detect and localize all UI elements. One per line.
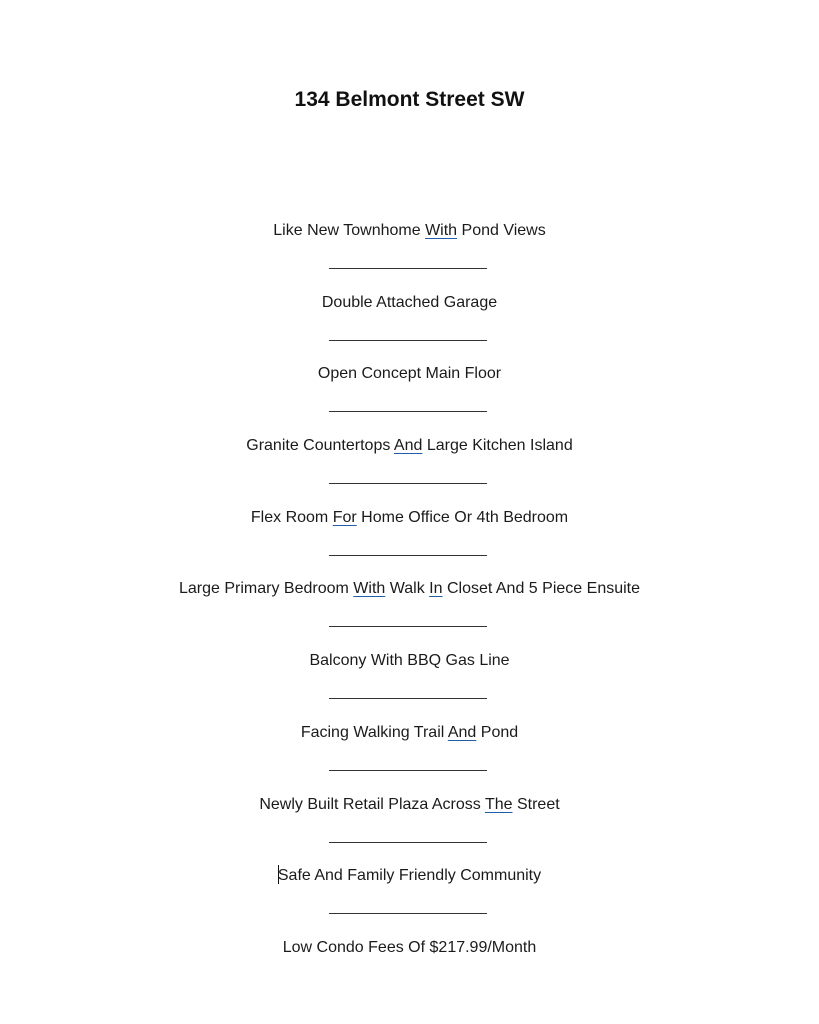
feature-word: Family (347, 867, 395, 885)
feature-word: Street (516, 795, 560, 813)
feature-text[interactable] (0, 794, 819, 816)
feature-item (0, 292, 819, 364)
feature-item (0, 220, 819, 292)
feature-word: Pond (480, 723, 519, 741)
document-title[interactable]: 134 Belmont Street SW (294, 88, 525, 111)
feature-word: Open (317, 365, 358, 383)
feature-word: Pond (461, 222, 499, 239)
feature-word: Large (426, 437, 468, 455)
feature-word: Countertops (303, 437, 391, 455)
feature-text[interactable] (0, 722, 819, 744)
feature-text[interactable] (0, 937, 819, 959)
divider-line (329, 411, 487, 412)
proofing-word[interactable]: And (447, 723, 477, 741)
feature-word: Trail (413, 723, 445, 741)
feature-word: Built (307, 795, 339, 813)
feature-word: Concept (361, 365, 422, 383)
feature-word: 4th (476, 508, 499, 526)
feature-word: Bedroom (503, 508, 569, 526)
feature-word: Fees (368, 938, 404, 956)
feature-word: Plaza (388, 795, 429, 813)
feature-item (0, 507, 819, 579)
feature-text[interactable] (0, 650, 819, 672)
feature-text[interactable] (0, 865, 819, 887)
feature-word: Flex (250, 508, 282, 526)
feature-word: Kitchen (472, 437, 526, 455)
divider-line (329, 842, 487, 843)
feature-word: Room (285, 508, 329, 526)
proofing-word[interactable]: With (353, 580, 386, 598)
feature-word: Or (454, 508, 473, 526)
feature-word: Floor (464, 365, 502, 383)
feature-word: Safe (277, 867, 311, 885)
feature-word: Gas (445, 652, 475, 670)
feature-word: $217.99/Month (429, 938, 537, 956)
feature-word: Walk (389, 580, 425, 598)
feature-word: Retail (342, 795, 384, 813)
feature-item (0, 794, 819, 866)
feature-word: Newly (259, 795, 303, 813)
feature-word: Balcony (309, 652, 367, 670)
feature-word: Bedroom (283, 580, 349, 598)
feature-word: Ensuite (586, 580, 641, 598)
feature-word: 5 (528, 580, 538, 598)
divider-line (329, 340, 487, 341)
feature-word: Granite (246, 437, 299, 455)
feature-text[interactable] (0, 220, 819, 242)
feature-word: Views (503, 222, 546, 239)
feature-text[interactable] (0, 292, 819, 314)
feature-item (0, 865, 819, 937)
proofing-word[interactable]: With (425, 222, 458, 239)
proofing-word[interactable]: The (484, 795, 513, 813)
feature-word: Community (460, 867, 542, 885)
feature-word: With (370, 652, 403, 670)
feature-word: Condo (316, 938, 364, 956)
feature-word: And (495, 580, 525, 598)
feature-word: Across (431, 795, 481, 813)
feature-item (0, 363, 819, 435)
feature-word: Low (282, 938, 313, 956)
feature-word: Facing (300, 723, 349, 741)
feature-word: New (307, 222, 340, 239)
feature-word: And (314, 867, 343, 885)
feature-text[interactable] (0, 507, 819, 529)
feature-item (0, 578, 819, 650)
feature-word: Line (479, 652, 510, 670)
feature-item (0, 722, 819, 794)
feature-word: Closet (446, 580, 493, 598)
feature-word: Friendly (398, 867, 456, 885)
feature-word: Townhome (343, 222, 421, 239)
feature-word: Large (178, 580, 220, 598)
feature-text[interactable] (0, 578, 819, 600)
feature-word: Piece (542, 580, 583, 598)
feature-word: Home (361, 508, 404, 526)
feature-item (0, 937, 819, 1009)
divider-line (329, 268, 487, 269)
feature-word: Garage (443, 293, 498, 311)
divider-line (329, 626, 487, 627)
feature-word: BBQ (407, 652, 442, 670)
divider-line (329, 698, 487, 699)
feature-word: Primary (224, 580, 280, 598)
feature-text[interactable] (0, 363, 819, 385)
feature-item (0, 650, 819, 722)
feature-word: Of (408, 938, 426, 956)
feature-word: Office (408, 508, 450, 526)
feature-word: Island (530, 437, 573, 455)
feature-list (0, 220, 819, 1009)
feature-word: Walking (353, 723, 410, 741)
divider-line (329, 770, 487, 771)
proofing-word[interactable]: In (429, 580, 443, 598)
divider-line (329, 913, 487, 914)
divider-line (329, 483, 487, 484)
feature-word: Attached (376, 293, 440, 311)
feature-text[interactable] (0, 435, 819, 457)
divider-line (329, 555, 487, 556)
feature-word: Double (321, 293, 373, 311)
proofing-word[interactable]: And (393, 437, 423, 455)
feature-word: Like (273, 222, 303, 239)
feature-word: Main (425, 365, 461, 383)
proofing-word[interactable]: For (332, 508, 357, 526)
feature-item (0, 435, 819, 507)
